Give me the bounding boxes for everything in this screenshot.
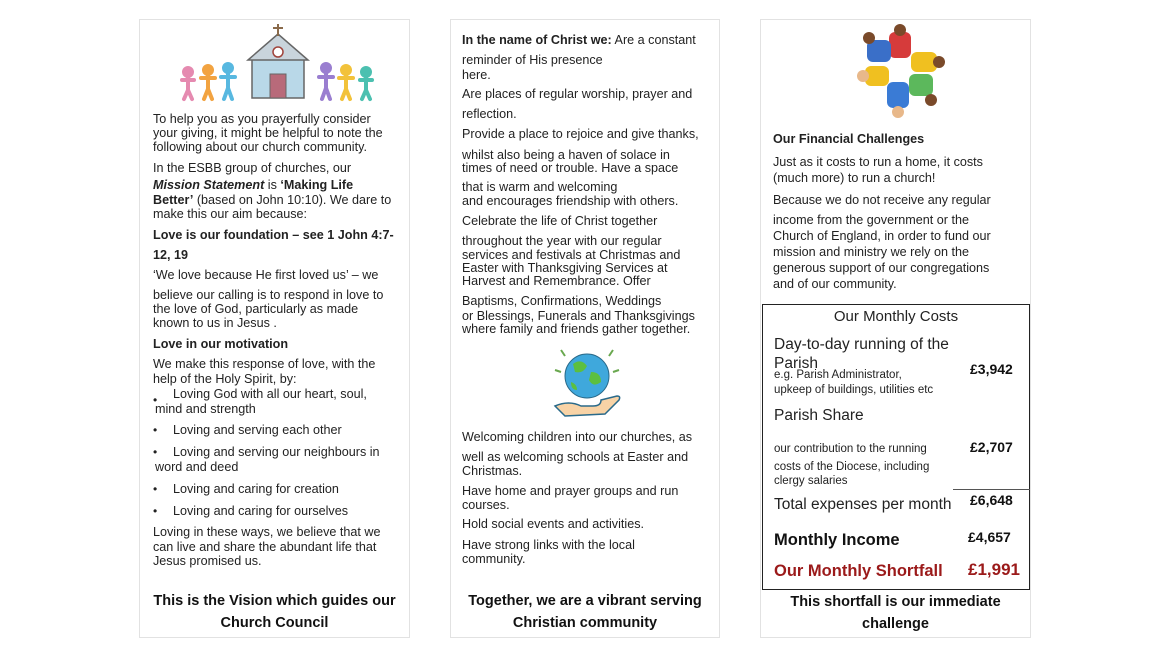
bullet-item: Loving and caring for creation <box>173 482 339 496</box>
closing-text: can live and share the abundant life that <box>153 540 377 554</box>
intro-line: your giving, it might be helpful to note the <box>153 126 383 140</box>
body-line: that is warm and welcoming <box>462 180 618 194</box>
body-line: and of our community. <box>773 277 897 291</box>
bullet-item: Loving God with all our heart, soul, <box>173 387 367 401</box>
mission-after: (based on John 10:10). We dare to <box>193 193 392 207</box>
esbb-line: In the ESBB group of churches, our <box>153 161 352 175</box>
lead-bold: In the name of Christ we: <box>462 33 612 47</box>
income-label: Monthly Income <box>774 531 900 549</box>
vision-panel <box>139 19 410 638</box>
bullet-dot: • <box>153 504 158 518</box>
bullet-dot: • <box>153 423 158 437</box>
body-line: Have home and prayer groups and run <box>462 484 679 498</box>
day-to-day-label: Parish <box>774 355 818 372</box>
body-line: Welcoming children into our churches, as <box>462 430 693 444</box>
body-line: Because we do not receive any regular <box>773 193 991 207</box>
parish-share-note: clergy salaries <box>774 475 848 487</box>
finance-heading: Our Financial Challenges <box>773 132 925 146</box>
body-line: community. <box>462 552 526 566</box>
mission-line <box>153 194 391 207</box>
mission-is: is <box>264 178 281 192</box>
mission-value: Better’ <box>153 193 194 207</box>
bullet-dot: • <box>153 393 158 407</box>
mission-line <box>153 179 353 192</box>
foundation-text: ‘We love because He first loved us’ – we <box>153 268 379 282</box>
body-line: courses. <box>462 498 510 512</box>
body-line: services and festivals at Christmas and <box>462 248 681 262</box>
body-line: or Blessings, Funerals and Thanksgivings <box>462 309 695 323</box>
parish-share-note: costs of the Diocese, including <box>774 461 930 473</box>
body-line: Christmas. <box>462 464 523 478</box>
body-line: Provide a place to rejoice and give thanks, <box>462 127 699 141</box>
shortfall-label: Our Monthly Shortfall <box>774 562 943 580</box>
total-amount: £6,648 <box>970 492 1013 508</box>
body-line: and encourages friendship with others. <box>462 194 679 208</box>
body-line: Celebrate the life of Christ together <box>462 214 658 228</box>
bullet-item: mind and strength <box>155 402 256 416</box>
closing-text: Loving in these ways, we believe that we <box>153 525 381 539</box>
panel-footer: Christian community <box>512 615 658 631</box>
motivation-text: help of the Holy Spirit, by: <box>153 372 297 386</box>
parish-share-amount: £2,707 <box>970 439 1013 455</box>
community-panel <box>450 19 720 638</box>
income-amount: £4,657 <box>968 529 1011 545</box>
body-line: reminder of His presence <box>462 53 603 67</box>
mission-value: ‘Making Life <box>280 178 354 192</box>
panel-footer: Together, we are a vibrant serving <box>468 593 702 609</box>
foundation-text: the love of God, particularly as made <box>153 302 359 316</box>
bullet-dot: • <box>153 482 158 496</box>
parish-share-note: our contribution to the running <box>774 443 927 455</box>
body-line: throughout the year with our regular <box>462 234 662 248</box>
monthly-costs-box <box>762 304 1030 590</box>
day-to-day-note: upkeep of buildings, utilities etc <box>774 384 934 396</box>
body-line: Are places of regular worship, prayer and <box>462 87 693 101</box>
day-to-day-note: e.g. Parish Administrator, <box>774 369 902 381</box>
mission-line: make this our aim because: <box>153 207 307 221</box>
foundation-text: known to us in Jesus . <box>153 316 277 330</box>
body-line: reflection. <box>462 107 517 121</box>
panel-footer: challenge <box>862 616 929 632</box>
total-label: Total expenses per month <box>774 496 952 513</box>
body-line: Baptisms, Confirmations, Weddings <box>462 294 662 308</box>
intro-line: following about our church community. <box>153 140 367 154</box>
body-line: well as welcoming schools at Easter and <box>462 450 689 464</box>
body-line: whilst also being a haven of solace in <box>462 148 670 162</box>
parish-share-label: Parish Share <box>774 407 864 424</box>
intro-line: To help you as you prayerfully consider <box>153 112 371 126</box>
bullet-dot: • <box>153 445 158 459</box>
body-line: Harvest and Remembrance. Offer <box>462 274 651 288</box>
church-people-icon <box>176 22 376 102</box>
foundation-heading: Love is our foundation – see 1 John 4:7- <box>153 228 394 242</box>
body-line: here. <box>462 68 491 82</box>
day-to-day-amount: £3,942 <box>970 361 1013 377</box>
finance-panel <box>760 19 1031 638</box>
bullet-item: Loving and caring for ourselves <box>173 504 349 518</box>
panel-footer: This is the Vision which guides our <box>153 593 396 609</box>
closing-text: Jesus promised us. <box>153 554 262 568</box>
bullet-item: word and deed <box>155 460 239 474</box>
day-to-day-label: Day-to-day running of the <box>774 336 949 353</box>
shortfall-amount: £1,991 <box>968 560 1020 579</box>
motivation-text: We make this response of love, with the <box>153 357 376 371</box>
body-line: Hold social events and activities. <box>462 517 645 531</box>
body-line: mission and ministry we rely on the <box>773 245 969 259</box>
body-line: generous support of our congregations <box>773 261 990 275</box>
body-line: Easter with Thanksgiving Services at <box>462 261 668 275</box>
lead-rest: Are a constant <box>611 33 696 47</box>
mission-label: Mission Statement <box>153 178 265 192</box>
foundation-text: believe our calling is to respond in love to <box>153 288 384 302</box>
people-circle-icon <box>855 22 947 118</box>
total-divider <box>953 489 1030 490</box>
body-line: income from the government or the <box>773 213 969 227</box>
costs-title: Our Monthly Costs <box>833 308 959 325</box>
foundation-heading: 12, 19 <box>153 248 189 262</box>
lead-line <box>462 34 696 47</box>
panel-footer: This shortfall is our immediate <box>790 594 1001 610</box>
bullet-item: Loving and serving each other <box>173 423 342 437</box>
body-line: where family and friends gather together. <box>462 322 691 336</box>
bullet-item: Loving and serving our neighbours in <box>173 445 380 459</box>
earth-in-hand-icon <box>549 342 625 418</box>
motivation-heading: Love in our motivation <box>153 337 289 351</box>
body-line: Just as it costs to run a home, it costs <box>773 155 983 169</box>
panel-footer: Church Council <box>220 615 329 631</box>
body-line: (much more) to run a church! <box>773 171 936 185</box>
body-line: Church of England, in order to fund our <box>773 229 991 243</box>
body-line: Have strong links with the local <box>462 538 635 552</box>
body-line: times of need or trouble. Have a space <box>462 161 679 175</box>
